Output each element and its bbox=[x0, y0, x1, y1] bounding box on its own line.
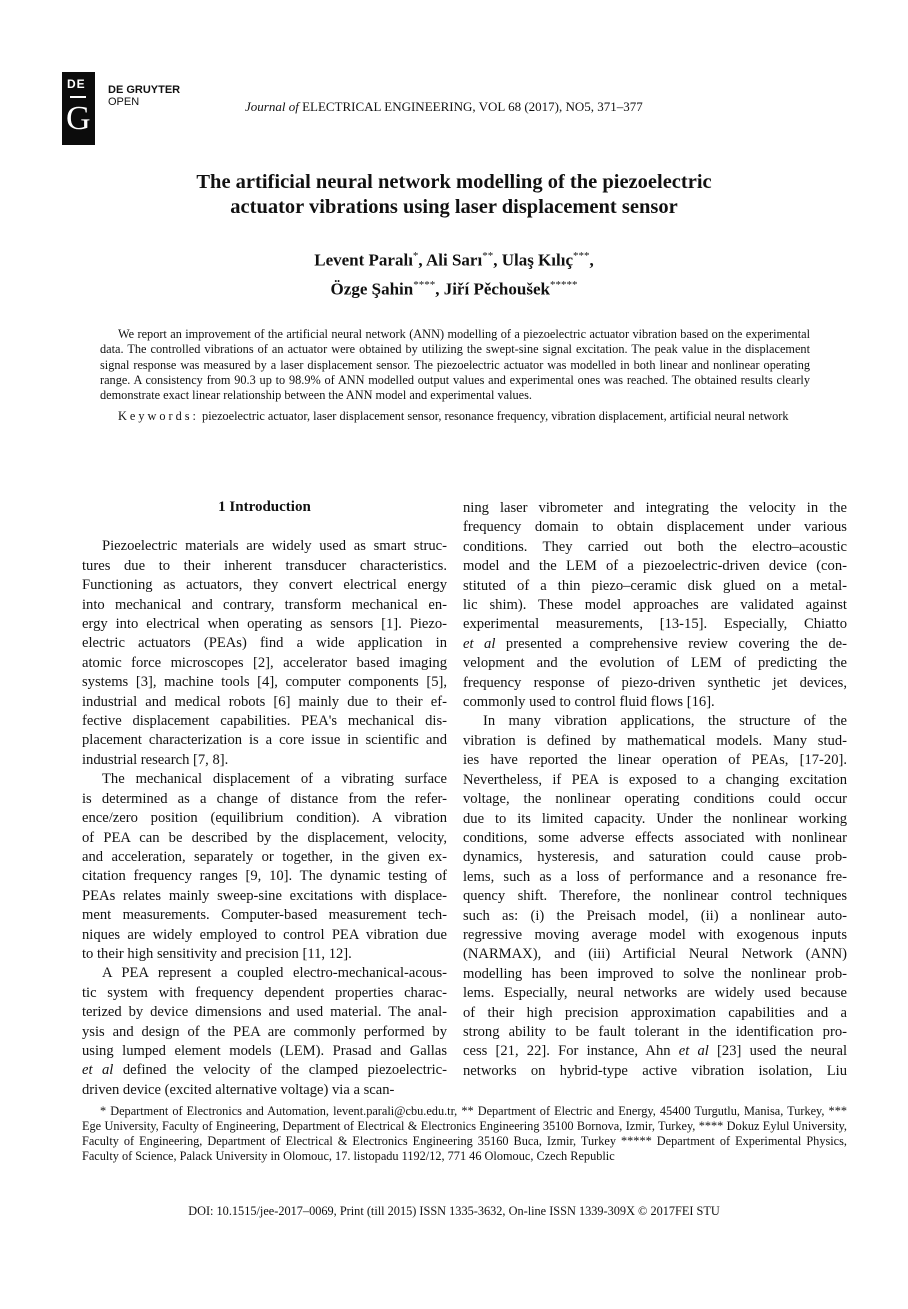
text-line: Functioning as actuators, they convert electrical energy bbox=[82, 577, 447, 594]
publisher-logo bbox=[62, 72, 95, 145]
text-line: ning laser vibrometer and integrating the velocity in the bbox=[463, 500, 847, 516]
publisher-name bbox=[108, 84, 180, 108]
title-line: actuator vibrations using laser displacement sensor bbox=[230, 196, 678, 218]
text-line: electric actuators (PEAs) find a wide application in bbox=[82, 635, 447, 652]
journal-info: ELECTRICAL ENGINEERING, VOL 68 (2017), NO5, 371–377 bbox=[298, 99, 643, 114]
text-line: PEAs relates mainly sweep-sine excitations with displace- bbox=[82, 887, 447, 904]
text-line: dynamics, hysteresis, and saturation could cause prob- bbox=[463, 849, 847, 866]
author-sep: , bbox=[418, 250, 426, 270]
text-segment: cess [21, 22]. For instance, Ahn bbox=[463, 1043, 679, 1060]
text-line: lems, such as a loss of performance and a resonance fre- bbox=[463, 868, 847, 885]
text-line: lic shim). These model approaches are validated against bbox=[463, 597, 847, 614]
text-line: vibration is defined by mathematical models. Many stud- bbox=[463, 732, 847, 749]
text-line: regressive moving average model with exogenous inputs bbox=[463, 926, 847, 943]
publisher-subtitle: OPEN bbox=[108, 96, 140, 108]
text-segment: presented a comprehensive review covering the de- bbox=[495, 635, 847, 652]
text-line: voltage, the nonlinear operating conditions could occur bbox=[463, 791, 847, 808]
paper-title bbox=[60, 170, 848, 220]
text-line: stituted of a thin piezo–ceramic disk glued on a metal- bbox=[463, 577, 847, 594]
logo-divider bbox=[70, 96, 86, 98]
right-column bbox=[463, 499, 847, 1081]
text-line: Nevertheless, if PEA is exposed to a changing excitation bbox=[463, 771, 847, 788]
author-name: Ali Sarı bbox=[425, 250, 483, 270]
et-al-italic: et al bbox=[678, 1043, 709, 1060]
keywords-label: Keywords: bbox=[118, 409, 199, 424]
author-name: Ulaş Kılıç bbox=[501, 250, 573, 270]
text-line: industrial research [7, 8]. bbox=[82, 751, 229, 768]
text-line: commonly used to control fluid flows [16]. bbox=[463, 694, 715, 711]
text-segment: [23] used the neural bbox=[708, 1043, 847, 1060]
logo-de-text: DE bbox=[67, 77, 86, 91]
text-line: (NARMAX), and (iii) Artificial Neural Network (ANN) bbox=[463, 946, 847, 963]
author-mark: ***** bbox=[549, 278, 578, 291]
author-sep: , bbox=[493, 250, 502, 270]
text-line: atomic force microscopes [2], accelerator based imaging bbox=[82, 654, 447, 671]
text-line bbox=[463, 635, 847, 654]
author-mark: *** bbox=[573, 250, 590, 262]
text-line: experimental measurements, [13-15]. Especially, Chiatto bbox=[463, 616, 847, 633]
author-affiliations-footnote: * Department of Electronics and Automation, levent.parali@cbu.edu.tr, ** Department of Electric and Energy, 45400 Turgutlu, Manisa, Turkey, *** Ege University, Faculty of Engineering, Department of Electrical & Electronics Engineering 35100 Bornova, Izmir, Turkey, **** Dokuz Eylul University, Faculty of Engineering, Department of Electrical & Electronics Engineering 35160 Buca, Izmir, Turkey ***** Department of Experimental Physics, Faculty of Science, Palack University in Olomouc, 17. listopadu 1192/12, 771 46 Olomouc, Czech Republic bbox=[82, 1104, 847, 1163]
text-line: ergy into electrical when operating as sensors [1]. Piezo- bbox=[82, 616, 447, 633]
text-line: Piezoelectric materials are widely used as smart struc- bbox=[102, 538, 447, 555]
text-line: lems. Especially, neural networks are widely used because bbox=[463, 985, 847, 1002]
left-column bbox=[82, 498, 447, 1100]
text-line: terized by device dimensions and used material. The anal- bbox=[82, 1004, 447, 1021]
text-line: conditions, some adverse effects associated with nonlinear bbox=[463, 829, 847, 846]
text-line: frequency domain to obtain displacement under various bbox=[463, 519, 847, 536]
text-line: ment measurements. Computer-based measurement tech- bbox=[82, 907, 447, 924]
abstract bbox=[100, 327, 810, 425]
text-line: and acceleration, separately or together, in the given ex- bbox=[82, 848, 447, 865]
abstract-text: We report an improvement of the artificial neural network (ANN) modelling of a piezoelectric actuator vibration based on the experimental data. The controlled vibrations of an actuator were obtained by utilizing the swept-sine signal excitation. The peak value in the displacement signal response was measured by a laser displacement sensor. The piezoelectric actuator was modelled in both linear and nonlinear operating range. A consistency from 90.3 up to 98.9% of ANN modelled output values and experimental ones was reached. The obtained results clearly demonstrate exact linear relationship between the ANN model and experimental values. bbox=[100, 327, 810, 403]
doi-line: DOI: 10.1515/jee-2017–0069, Print (till 2015) ISSN 1335-3632, On-line ISSN 1339-309X © 2017FEI STU bbox=[188, 1204, 720, 1218]
keywords bbox=[100, 409, 810, 424]
journal-of: Journal of bbox=[245, 99, 299, 114]
text-line: model and the LEM of a piezoelectric-driven device (con- bbox=[463, 558, 847, 575]
text-line: velopment and the evolution of LEM of predicting the bbox=[463, 655, 847, 672]
text-line: networks on hybrid-type active vibration isolation, Liu bbox=[463, 1062, 847, 1079]
text-line: systems [3], machine tools [4], computer components [5], bbox=[82, 674, 447, 691]
text-line: of PEA can be described by the displacement, velocity, bbox=[82, 829, 447, 846]
right-column-body bbox=[463, 499, 847, 1081]
text-line: fective displacement capabilities. PEA's mechanical dis- bbox=[82, 713, 447, 730]
text-line: conditions. They carried out both the electro–acoustic bbox=[463, 538, 847, 555]
text-segment: defined the velocity of the clamped piezoelectric- bbox=[113, 1062, 447, 1079]
text-line: to their high sensitivity and precision [11, 12]. bbox=[82, 945, 352, 962]
et-al-italic: et al bbox=[463, 635, 496, 652]
title-line: The artificial neural network modelling of the piezoelectric bbox=[196, 171, 712, 193]
left-column-body bbox=[82, 537, 447, 1100]
author-sep: , bbox=[435, 279, 444, 299]
text-line: In many vibration applications, the structure of the bbox=[483, 713, 847, 730]
text-line bbox=[82, 1061, 447, 1080]
text-line: quency shift. Therefore, the nonlinear control techniques bbox=[463, 888, 847, 905]
keywords-text: piezoelectric actuator, laser displacement sensor, resonance frequency, vibration displacement, artificial neural network bbox=[198, 409, 789, 424]
publisher-title: DE GRUYTER bbox=[108, 84, 181, 96]
text-line bbox=[463, 1042, 847, 1061]
text-line: of their high precision approximation capabilities and a bbox=[463, 1004, 847, 1021]
text-line: tic system with frequency dependent properties charac- bbox=[82, 984, 447, 1001]
text-line: driven device (excited alternative voltage) via a scan- bbox=[82, 1081, 395, 1098]
logo-g-letter: G bbox=[66, 100, 91, 137]
author-sep: , bbox=[589, 250, 594, 270]
journal-header bbox=[245, 99, 643, 115]
text-line: into mechanical and contrary, transform mechanical en- bbox=[82, 596, 447, 613]
author-mark: ** bbox=[482, 250, 494, 262]
text-line: ence/zero position (equilibrium condition). A vibration bbox=[82, 810, 447, 827]
text-line: strong ability to be fault tolerant in the identification pro- bbox=[463, 1023, 847, 1040]
text-line: The mechanical displacement of a vibrating surface bbox=[102, 771, 447, 788]
text-line: such as: (i) the Preisach model, (ii) a nonlinear auto- bbox=[463, 907, 847, 924]
et-al-italic: et al bbox=[82, 1062, 114, 1079]
author-mark: **** bbox=[413, 278, 436, 291]
section-heading: 1 Introduction bbox=[218, 499, 311, 515]
text-line: due to its limited capacity. Under the nonlinear working bbox=[463, 810, 847, 827]
text-line: using lumped element models (LEM). Prasad and Gallas bbox=[82, 1042, 447, 1059]
text-line: tures due to their inherent transducer characteristics. bbox=[82, 557, 447, 574]
text-line: ysis and design of the PEA are commonly performed by bbox=[82, 1023, 447, 1040]
text-line: is determined as a change of distance from the refer- bbox=[82, 790, 447, 807]
text-line: citation frequency ranges [9, 10]. The dynamic testing of bbox=[82, 868, 447, 885]
author-mark: * bbox=[412, 250, 419, 262]
text-line: modelling has been improved to solve the nonlinear prob- bbox=[463, 965, 847, 982]
text-line: ies have reported the linear operation of PEAs, [17-20]. bbox=[463, 752, 847, 769]
author-name: Özge Şahin bbox=[330, 279, 414, 299]
author-list bbox=[60, 244, 848, 301]
text-line: niques are widely employed to control PEA vibration due bbox=[82, 926, 447, 943]
text-line: A PEA represent a coupled electro-mechanical-acous- bbox=[102, 965, 447, 982]
author-name: Jiří Pěchoušek bbox=[443, 279, 550, 299]
text-line: frequency response of piezo-driven synthetic jet devices, bbox=[463, 674, 847, 691]
author-name: Levent Paralı bbox=[314, 250, 413, 270]
text-line: industrial and medical robots [6] mainly due to their ef- bbox=[82, 693, 447, 710]
text-line: placement characterization is a core issue in scientific and bbox=[82, 732, 447, 749]
